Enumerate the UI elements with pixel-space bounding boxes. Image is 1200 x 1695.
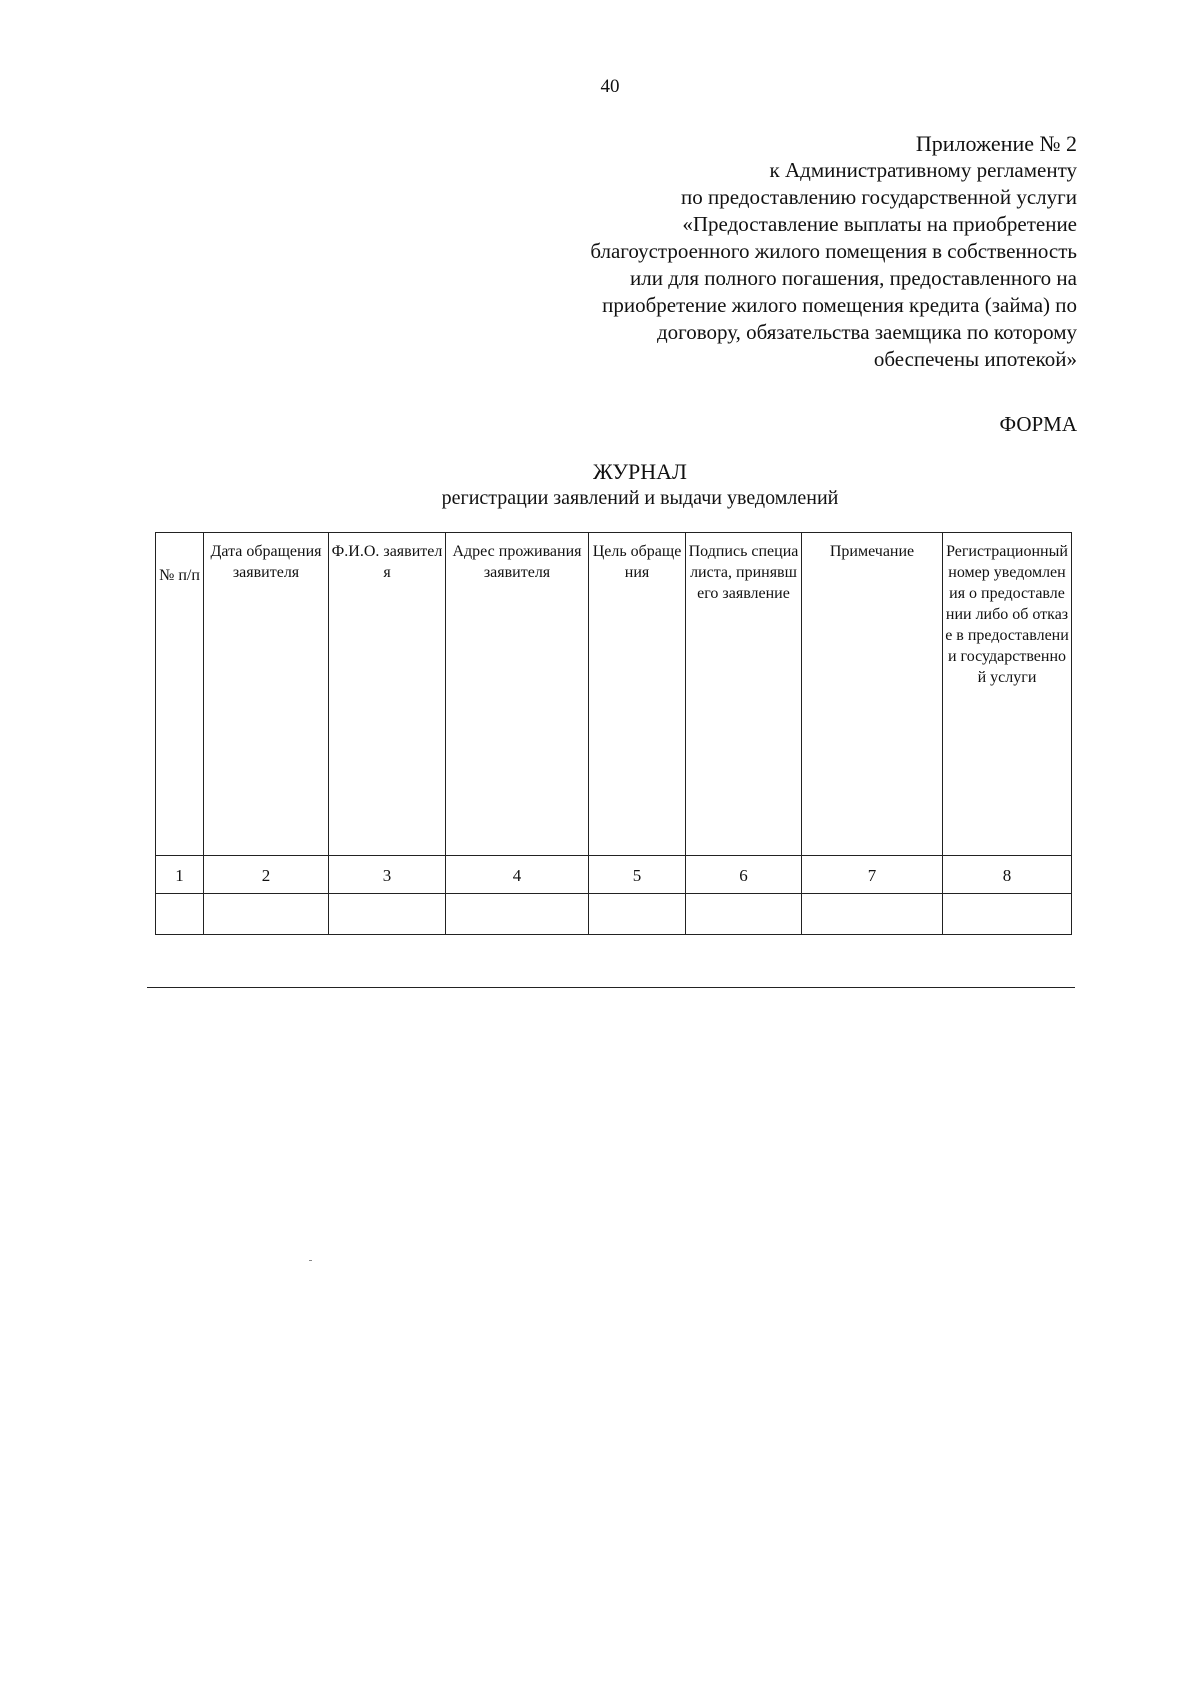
column-number-cell: 4: [446, 856, 589, 894]
column-number-cell: 6: [686, 856, 802, 894]
header-cell-signature: Подпись специалиста, принявшего заявление: [686, 533, 802, 856]
journal-title: ЖУРНАЛ: [593, 459, 687, 484]
header-cell-note: Примечание: [802, 533, 943, 856]
appendix-line: по предоставлению государственной услуги: [681, 185, 1077, 209]
empty-cell: [204, 894, 329, 935]
column-number-cell: 7: [802, 856, 943, 894]
appendix-block: [457, 130, 1077, 373]
table-row: [156, 894, 1072, 935]
column-number-cell: 1: [156, 856, 204, 894]
header-cell-number: № п/п: [156, 533, 204, 856]
footnote-divider: [147, 987, 1075, 988]
journal-heading: [155, 458, 1125, 512]
journal-subtitle: регистрации заявлений и выдачи уведомлений: [441, 487, 839, 509]
scan-artifact: [309, 1260, 312, 1261]
empty-cell: [686, 894, 802, 935]
header-cell-date: Дата обращения заявителя: [204, 533, 329, 856]
column-number-row: [156, 856, 1072, 894]
empty-cell: [156, 894, 204, 935]
empty-cell: [943, 894, 1072, 935]
empty-cell: [329, 894, 446, 935]
appendix-line: обеспечены ипотекой»: [873, 347, 1077, 371]
header-cell-address: Адрес проживания заявителя: [446, 533, 589, 856]
form-label: ФОРМА: [999, 412, 1077, 436]
appendix-line: договору, обязательства заемщика по которому: [656, 320, 1077, 344]
column-number-cell: 5: [589, 856, 686, 894]
page-number: 40: [600, 76, 620, 97]
column-number-cell: 8: [943, 856, 1072, 894]
empty-cell: [589, 894, 686, 935]
appendix-line: к Административному регламенту: [769, 158, 1077, 182]
empty-cell: [446, 894, 589, 935]
header-cell-name: Ф.И.О. заявителя: [329, 533, 446, 856]
column-number-cell: 3: [329, 856, 446, 894]
journal-table: [155, 532, 1072, 935]
appendix-line: приобретение жилого помещения кредита (займа) по: [602, 293, 1077, 317]
column-number-cell: 2: [204, 856, 329, 894]
appendix-title: Приложение № 2: [915, 131, 1077, 156]
appendix-line: «Предоставление выплаты на приобретение: [682, 212, 1077, 236]
header-cell-purpose: Цель обращения: [589, 533, 686, 856]
appendix-line: благоустроенного жилого помещения в собственность: [590, 239, 1077, 263]
table-header-row: [156, 533, 1072, 856]
appendix-line: или для полного погашения, предоставленного на: [630, 266, 1077, 290]
empty-cell: [802, 894, 943, 935]
header-cell-registration-number: Регистрационный номер уведомления о предоставлении либо об отказе в предоставлении государственной услуги: [943, 533, 1072, 856]
